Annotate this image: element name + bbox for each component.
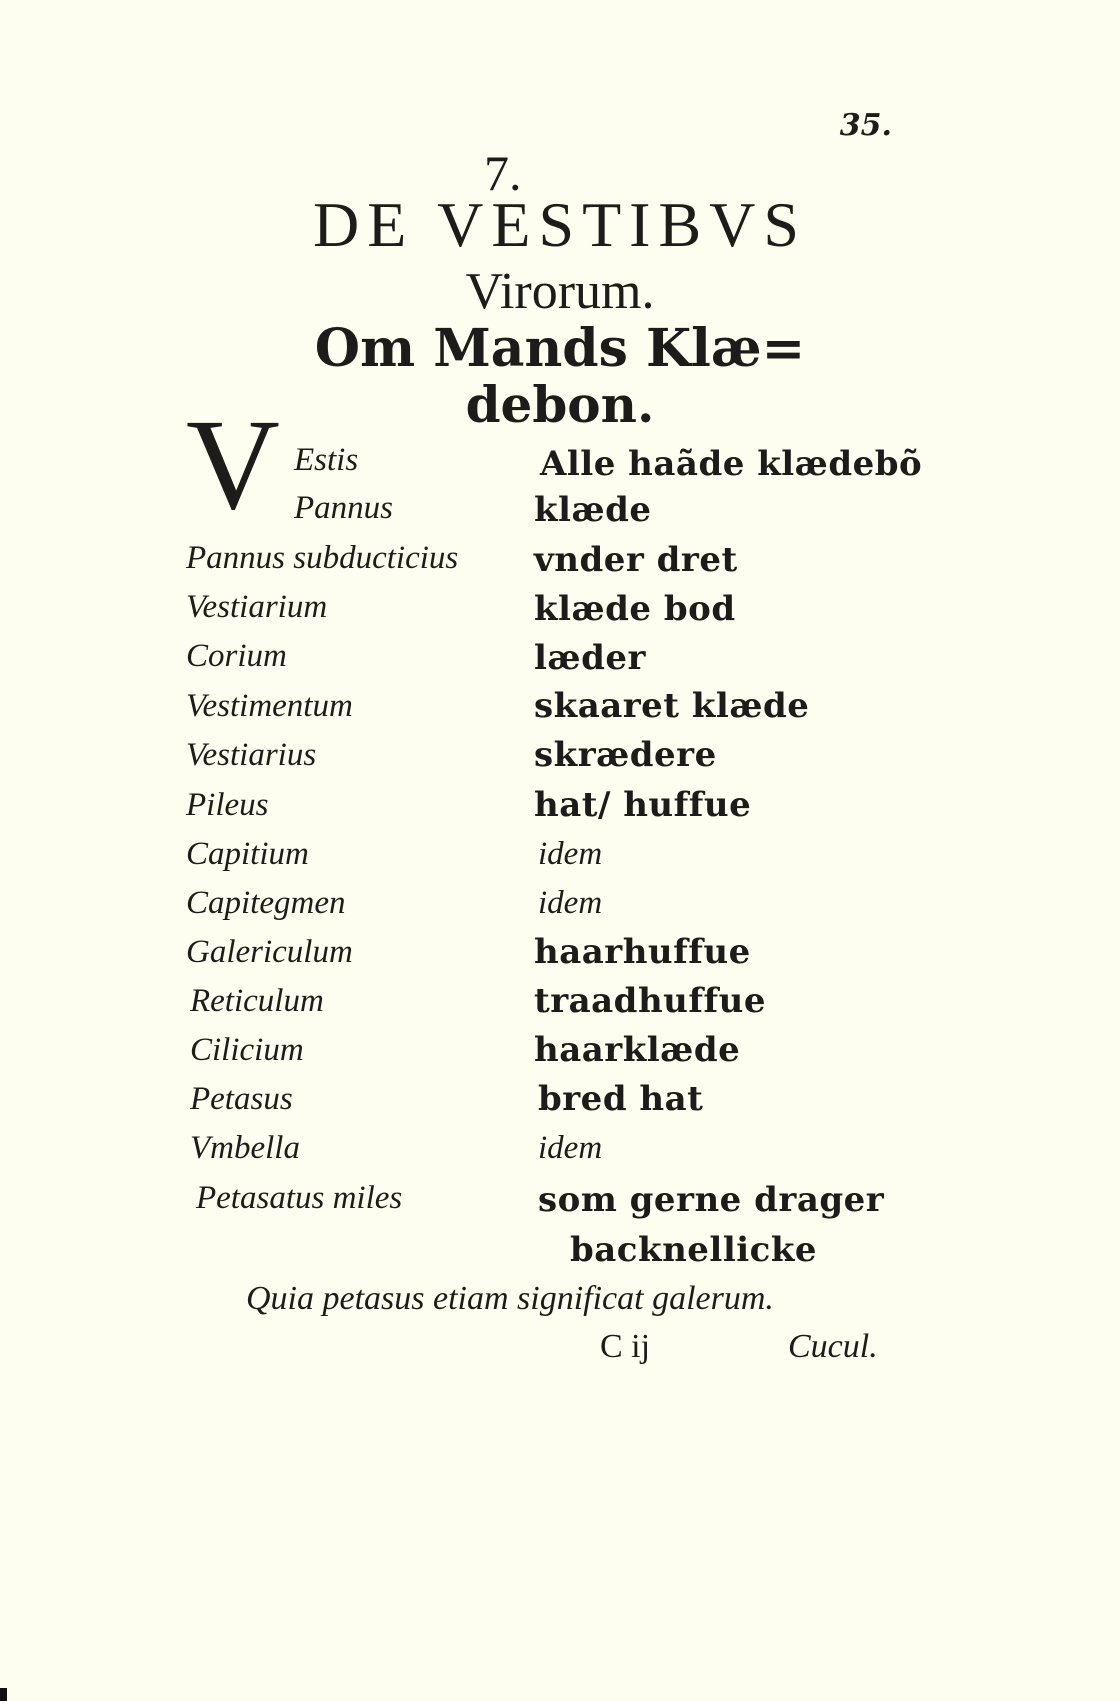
latin-term: Vestiarium [186,589,328,625]
catchword: Cucul. [788,1328,878,1365]
latin-term: Petasatus miles [196,1180,403,1216]
latin-term: Pannus [294,490,393,526]
latin-term: Corium [186,638,287,674]
latin-term: Vestimentum [186,688,353,724]
latin-term: Capitium [186,836,309,872]
latin-subtitle: Virorum. [465,263,655,320]
danish-term: som gerne drager [538,1180,885,1220]
latin-term: Pileus [186,787,269,823]
danish-term: traadhuffue [534,981,766,1021]
danish-term: klæde bod [534,589,736,629]
latin-term: Estis [294,442,359,478]
footer-quote: Quia petasus etiam significat galerum. [246,1280,774,1317]
danish-term: idem [538,885,603,921]
scan-edge-mark [0,1688,7,1701]
danish-term: vnder dret [534,540,738,580]
danish-term: bred hat [538,1079,704,1119]
danish-term: skaaret klæde [534,686,810,726]
danish-continuation: backnellicke [570,1230,818,1270]
danish-term: haarhuffue [534,932,751,972]
drop-initial: V [186,393,280,537]
latin-term: Galericulum [186,934,353,970]
danish-term: haarklæde [534,1030,741,1070]
latin-term: Vmbella [190,1130,300,1166]
latin-term: Cilicium [190,1032,304,1068]
danish-term: idem [538,836,603,872]
latin-title: DE VESTIBVS [313,189,807,260]
latin-term: Vestiarius [186,737,317,773]
page-number: 35. [839,108,892,143]
danish-term: skrædere [534,735,717,775]
danish-term: klæde [534,490,652,530]
latin-term: Capitegmen [186,885,346,921]
danish-heading-continued: debon. [465,375,655,434]
danish-term: idem [538,1130,603,1166]
danish-term: læder [534,638,646,678]
latin-term: Reticulum [190,983,324,1019]
danish-term: hat/ huffue [534,785,752,825]
danish-term: Alle haãde klædebõ [540,444,923,484]
danish-heading: Om Mands Klæ= [314,318,806,379]
signature-mark: C ij [600,1328,651,1365]
latin-term: Pannus subducticius [186,540,459,576]
section-number: 7. [484,145,522,201]
latin-term: Petasus [190,1081,293,1117]
